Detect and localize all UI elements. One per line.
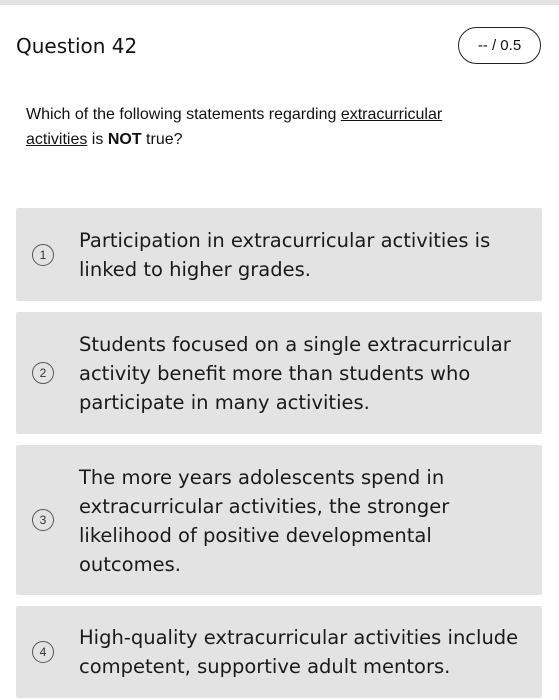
answer-option-1[interactable] [16, 208, 542, 301]
question-title: Question 42 [16, 34, 138, 58]
option-text: Participation in extracurricular activities is linked to higher grades. [79, 229, 491, 281]
option-text: Students focused on a single extracurricular activity benefit more than students who participate in many activities. [79, 333, 511, 414]
answer-option-2[interactable] [16, 312, 542, 434]
answer-option-4[interactable] [16, 606, 542, 698]
option-number-badge: 1 [32, 244, 54, 266]
prompt-text-start: Which of the following statements regarding [26, 106, 341, 123]
option-number-badge: 4 [32, 641, 54, 663]
question-prompt [26, 102, 496, 152]
top-divider [0, 0, 559, 5]
prompt-text-end: true? [141, 131, 183, 148]
prompt-text-middle: is [87, 131, 108, 148]
prompt-underlined-term: extracurricular activities [26, 106, 443, 148]
option-text: High-quality extracurricular activities include competent, supportive adult mentors. [79, 626, 519, 678]
prompt-bold-word: NOT [107, 131, 142, 148]
option-number-badge: 3 [32, 509, 54, 531]
option-text: The more years adolescents spend in extracurricular activities, the stronger likelihood of positive developmental outcomes. [79, 466, 450, 576]
answer-option-3[interactable] [16, 445, 542, 595]
option-number-badge: 2 [32, 362, 54, 384]
score-badge: -- / 0.5 [458, 27, 541, 64]
